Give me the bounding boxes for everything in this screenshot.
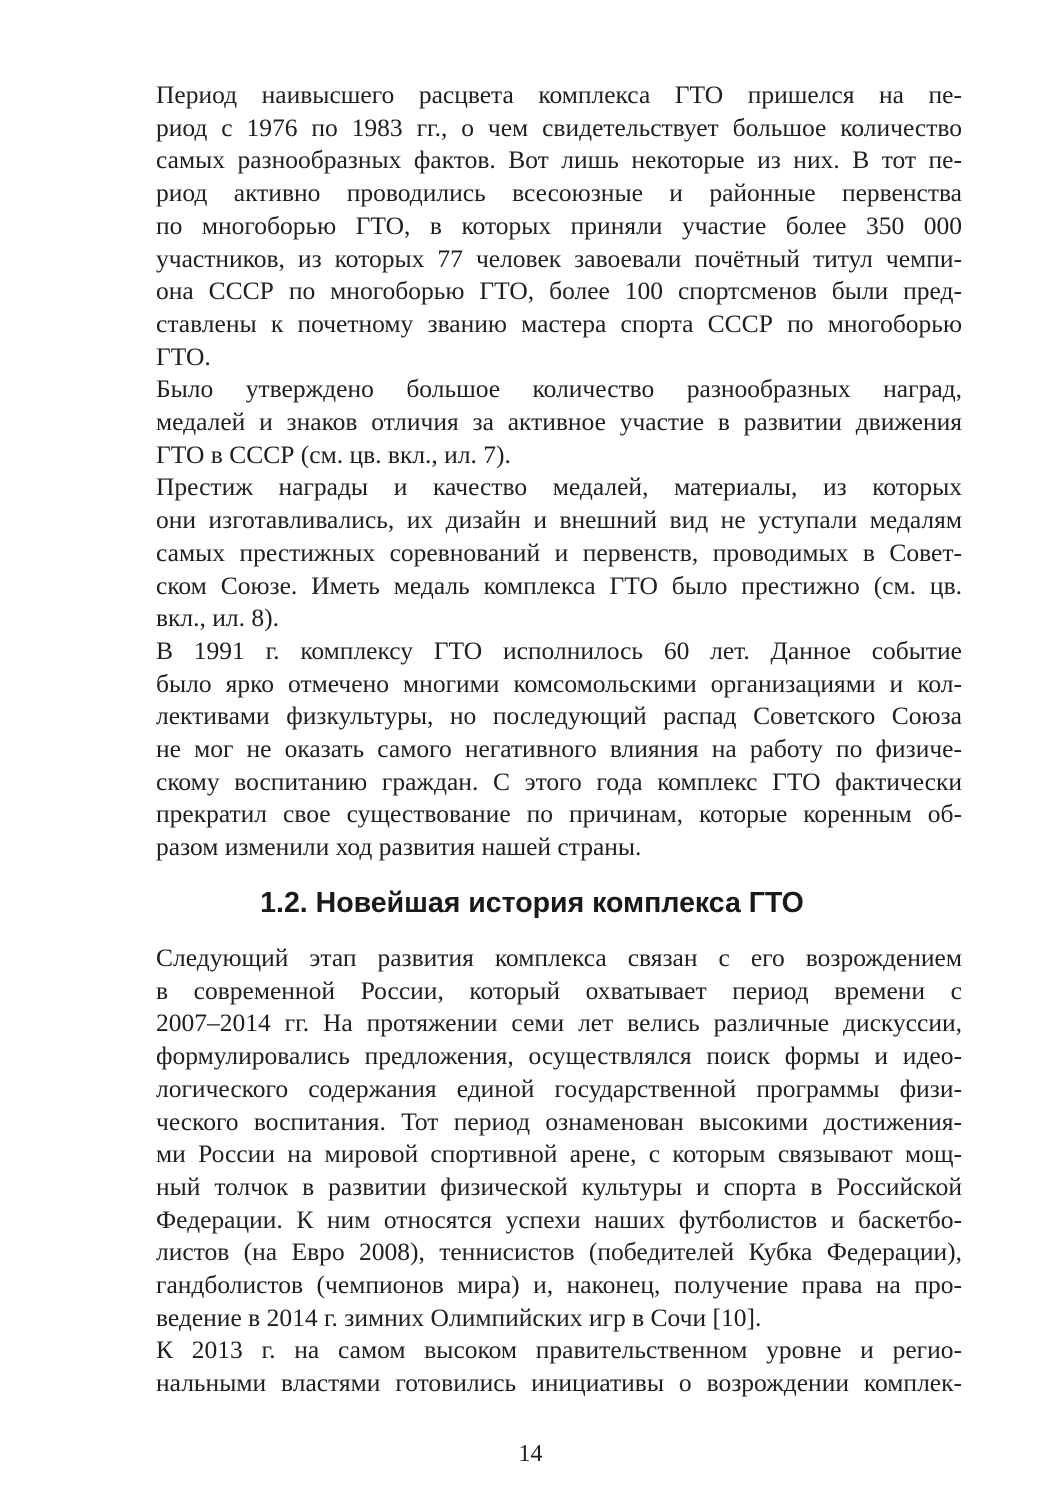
- text-line: В 1991 г. комплексу ГТО исполнилось 60 лет. Данное событие: [156, 635, 962, 665]
- text-line: ный толчок в развитии физической культуры и спорта в Российской: [156, 1171, 962, 1201]
- text-line: участников, из которых 77 человек завоевали почётный титул чемпи-: [156, 243, 962, 273]
- text-line: она СССР по многоборью ГТО, более 100 спортсменов были пред-: [156, 276, 962, 306]
- text-line: ГТО в СССР (см. цв. вкл., ил. 7).: [156, 439, 511, 469]
- text-line: Следующий этап развития комплекса связан с его возрождением: [156, 943, 962, 972]
- paragraph-2013-initiatives: [102, 1334, 962, 1399]
- body-text-after-heading: [102, 942, 962, 1400]
- text-line: 2007–2014 гг. На протяжении семи лет велись различные дискуссии,: [156, 1008, 962, 1038]
- paragraph-awards: [102, 373, 962, 471]
- body-text-before-heading: [102, 79, 962, 864]
- text-line: гандболистов (чемпионов мира) и, наконец, получение права на про-: [156, 1270, 962, 1300]
- text-line: самых разнообразных фактов. Вот лишь некоторые из них. В тот пе-: [156, 145, 962, 175]
- text-line: лективами физкультуры, но последующий распад Советского Союза: [156, 701, 962, 731]
- text-line: нальными властями готовились инициативы о возрождении комплек-: [156, 1368, 962, 1398]
- text-line: К 2013 г. на самом высоком правительственном уровне и регио-: [156, 1335, 962, 1365]
- text-line: риод активно проводились всесоюзные и районные первенства: [156, 178, 962, 208]
- text-line: Было утверждено большое количество разнообразных наград,: [156, 374, 962, 404]
- text-line: было ярко отмечено многими комсомольскими организациями и кол-: [156, 668, 962, 698]
- text-line: ГТО.: [156, 341, 211, 371]
- text-line: ском Союзе. Иметь медаль комплекса ГТО было престижно (см. цв.: [156, 570, 962, 600]
- text-line: Престиж награды и качество медалей, материалы, из которых: [156, 472, 962, 502]
- paragraph-medal-prestige: [102, 471, 962, 635]
- paragraph-gto-peak-period: [102, 79, 962, 373]
- text-line: Период наивысшего расцвета комплекса ГТО пришелся на пе-: [156, 80, 962, 109]
- text-line: они изготавливались, их дизайн и внешний вид не уступали медалям: [156, 505, 962, 535]
- text-line: не мог не оказать самого негативного влияния на работу по физиче-: [156, 734, 962, 764]
- text-line: скому воспитанию граждан. С этого года комплекс ГТО фактически: [156, 766, 962, 796]
- text-line: логического содержания единой государственной программы физи-: [156, 1073, 962, 1103]
- text-line: медалей и знаков отличия за активное участие в развитии движения: [156, 407, 962, 437]
- text-line: риод с 1976 по 1983 гг., о чем свидетельствует большое количество: [156, 112, 962, 142]
- text-line: разом изменили ход развития нашей страны.: [156, 832, 642, 862]
- paragraph-revival-stage: [102, 942, 962, 1334]
- text-line: ми России на мировой спортивной арене, с которым связывают мощ-: [156, 1139, 962, 1169]
- text-line: в современной России, который охватывает период времени с: [156, 975, 962, 1005]
- page-number: 14: [518, 1441, 543, 1467]
- text-line: вкл., ил. 8).: [156, 603, 280, 633]
- section-heading: 1.2. Новейшая история комплекса ГТО: [260, 887, 804, 919]
- text-line: Федерации. К ним относятся успехи наших футболистов и баскетбо-: [156, 1204, 962, 1234]
- text-line: самых престижных соревнований и первенств, проводимых в Совет-: [156, 537, 962, 567]
- text-line: ведение в 2014 г. зимних Олимпийских игр в Сочи [10].: [156, 1302, 762, 1332]
- text-line: ческого воспитания. Тот период ознаменован высокими достижения-: [156, 1106, 962, 1136]
- text-line: формулировались предложения, осуществлялся поиск формы и идео-: [156, 1041, 962, 1071]
- text-line: ставлены к почетному званию мастера спорта СССР по многоборью: [156, 308, 962, 338]
- text-line: прекратил свое существование по причинам, которые коренным об-: [156, 799, 962, 829]
- paragraph-1991-anniversary: [102, 635, 962, 864]
- text-line: по многоборью ГТО, в которых приняли участие более 350 000: [156, 210, 962, 240]
- text-line: листов (на Евро 2008), теннисистов (победителей Кубка Федерации),: [156, 1237, 962, 1267]
